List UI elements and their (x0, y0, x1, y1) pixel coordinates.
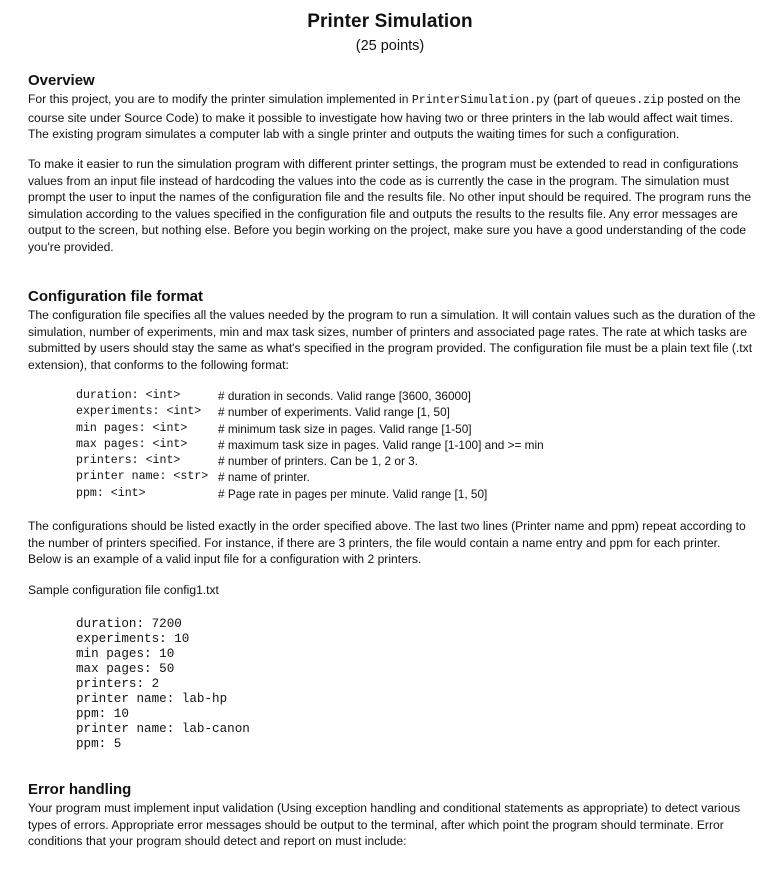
format-comment: # duration in seconds. Valid range [3600, 36000] (218, 389, 471, 403)
sample-line: ppm: 10 (76, 707, 129, 721)
sample-line: printer name: lab-canon (76, 722, 250, 736)
format-key: printer name: <str> (76, 470, 209, 484)
sample-config (76, 617, 250, 752)
format-key: experiments: <int> (76, 405, 202, 419)
sample-label: Sample configuration file config1.txt (28, 583, 219, 597)
format-comment: # Page rate in pages per minute. Valid range [1, 50] (218, 486, 488, 501)
format-comment: # number of experiments. Valid range [1, 50] (218, 405, 450, 420)
overview-paragraph-2: To make it easier to run the simulation program with different printer settings, the program must be extended to read in configurations values from an input file instead of hardcoding the values into the code as is currently the case in the program. The simulation must prompt the user to input the names of the configuration file and the results file. No other input should be required. The program runs the simulation according to the values specified in the configuration file and outputs the results to the results file. Any error messages are output to the screen, but nothing else. Before you begin working on the project, make sure you have a good understanding of the code you're provided. (28, 157, 752, 254)
config-paragraph-2: The configurations should be listed exactly in the order specified above. The last two lines (Printer name and ppm) repeat according to the number of printers specified. For instance, if there are 3 printers, the file would contain a name entry and ppm for each printer. Below is an example of a valid input file for a configuration with 2 printers. (28, 519, 746, 566)
config-paragraph-1: The configuration file specifies all the values needed by the program to run a simulation. It will contain values such as the duration of the simulation, number of experiments, min and max task sizes, number of printers and associated page rates. The rate at which tasks are submitted by users should stay the same as what's specified in the program provided. The configuration file must be a plain text file (.txt extension), that conforms to the following format: (28, 308, 756, 372)
sample-line: min pages: 10 (76, 647, 175, 661)
format-key: ppm: <int> (76, 486, 146, 500)
format-comment: # name of printer. (218, 470, 310, 485)
sample-line: experiments: 10 (76, 632, 190, 646)
sample-line: printers: 2 (76, 677, 160, 691)
page-subtitle: (25 points) (355, 38, 425, 54)
inline-code-zip: queues.zip (594, 94, 664, 107)
format-key: min pages: <int> (76, 421, 188, 435)
format-key: duration: <int> (76, 389, 181, 402)
config-heading: Configuration file format (28, 288, 203, 305)
format-comment: # minimum task size in pages. Valid range [1-50] (218, 421, 472, 436)
errors-paragraph-1: Your program must implement input validation (Using exception handling and conditional statements as appropriate) to detect various types of errors. Appropriate error messages should be output to the terminal, after which point the program should terminate. Error conditions that your program should detect and report on must include: (28, 801, 741, 848)
overview-heading: Overview (28, 72, 95, 89)
overview-text: (part of (549, 92, 595, 106)
overview-text: posted on the course site under Source Code) to make it possible to investigate how having two or three printers in the lab would affect wait times. The existing program simulates a computer lab with a single printer and outputs the waiting times for such a configuration. (28, 92, 741, 141)
sample-line: ppm: 5 (76, 737, 122, 751)
format-comment: # maximum task size in pages. Valid range [1-100] and >= min (218, 437, 544, 452)
overview-text: For this project, you are to modify the printer simulation implemented in (28, 92, 412, 106)
format-key: max pages: <int> (76, 437, 188, 451)
sample-line: printer name: lab-hp (76, 692, 228, 706)
format-comment: # number of printers. Can be 1, 2 or 3. (218, 454, 418, 469)
inline-code-filename: PrinterSimulation.py (411, 94, 550, 107)
page-title: Printer Simulation (307, 11, 473, 32)
format-key: printers: <int> (76, 454, 181, 468)
sample-line: duration: 7200 (76, 617, 182, 631)
overview-paragraph-1 (28, 91, 756, 143)
errors-heading: Error handling (28, 781, 132, 798)
sample-line: max pages: 50 (76, 662, 175, 676)
